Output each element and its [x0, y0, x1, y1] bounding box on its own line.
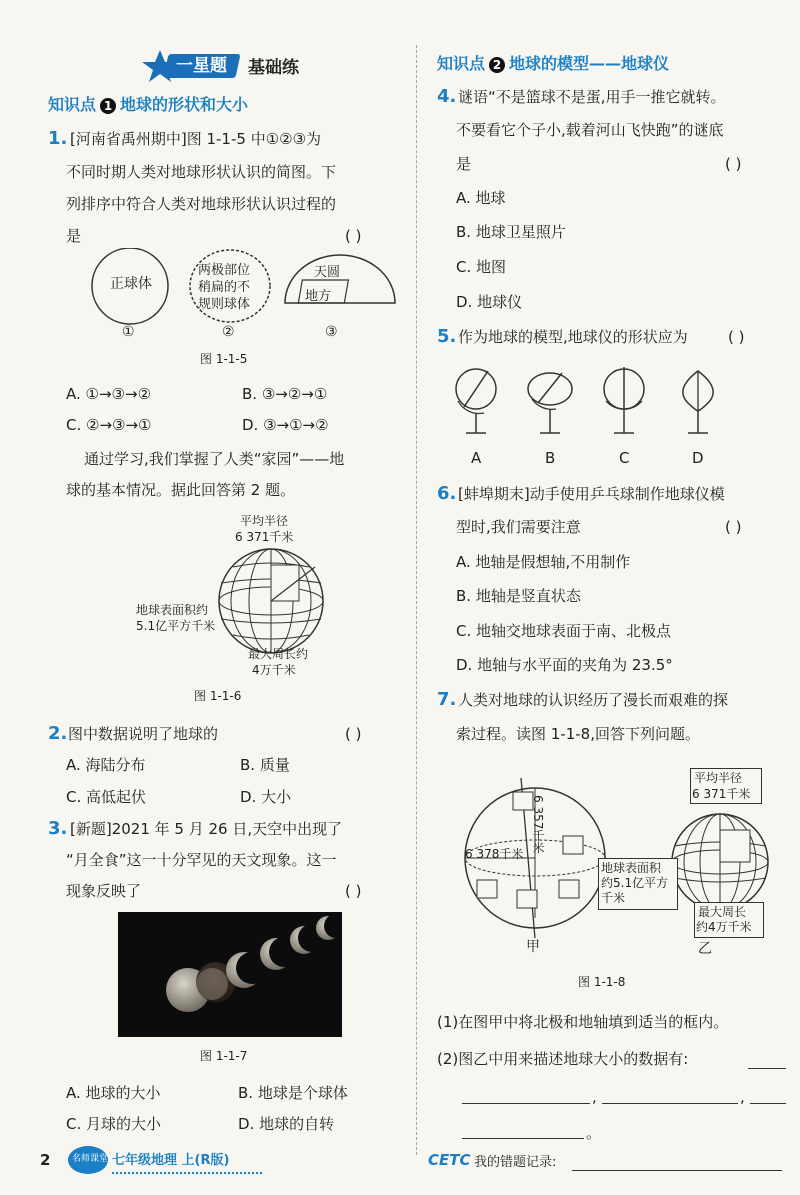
q1-line-1: [河南省禹州期中]图 1-1-5 中①②③为 [70, 130, 322, 148]
fig5-label-oblate-1: 两极部位 [198, 263, 251, 278]
q7-comma-2: , [740, 1088, 745, 1106]
footer-record-blank[interactable] [572, 1170, 782, 1171]
blank-box [513, 792, 533, 810]
fig5-label-oblate-3: 规则球体 [198, 297, 251, 312]
q3-option-a[interactable]: A. 地球的大小 [66, 1084, 161, 1102]
q6-answer-paren: ( ) [725, 518, 742, 536]
column-divider [416, 45, 417, 1155]
footer-record-label: 我的错题记录: [474, 1155, 557, 1170]
q6-line-2: 型时,我们需要注意 [456, 518, 581, 536]
q4-option-c[interactable]: C. 地图 [456, 258, 507, 276]
q4-option-b[interactable]: B. 地球卫星照片 [456, 223, 566, 241]
q3-line-3: 现象反映了 [66, 882, 142, 900]
fig8-polar-radius: 6 357千米 [531, 795, 545, 854]
fig6-perimeter-value: 4万千米 [252, 663, 296, 677]
fig8-radius-label: 平均半径 [694, 771, 743, 785]
q2-number: 2. [48, 723, 68, 744]
intro-q2-line-1: 通过学习,我们掌握了人类“家园”——地 [84, 450, 345, 468]
fig6-area-value: 5.1亿平方千米 [136, 619, 216, 633]
q5-number: 5. [437, 326, 457, 347]
globe-option-a-shape [456, 369, 496, 433]
q7-sub-1: (1)在图甲中将北极和地轴填到适当的框内。 [437, 1013, 729, 1031]
fig8-equatorial-radius: 6 378千米 [465, 847, 524, 861]
footer-dotted-rule [112, 1172, 262, 1174]
fig5-label-sphere: 正球体 [110, 276, 152, 292]
q3-line-1: [新题]2021 年 5 月 26 日,天空中出现了 [70, 820, 343, 838]
footer-badge-text: 名师课堂 [72, 1154, 109, 1164]
q7-sub-2: (2)图乙中用来描述地球大小的数据有: [437, 1050, 689, 1068]
q1-option-d[interactable]: D. ③→①→② [242, 416, 329, 434]
q2-answer-paren: ( ) [345, 725, 362, 743]
globe-option-d-shape [683, 371, 713, 433]
lunar-eclipse-photo [118, 912, 342, 1037]
q7-answer-blank-1[interactable] [748, 1068, 786, 1069]
q2-option-a[interactable]: A. 海陆分布 [66, 756, 146, 774]
star-title: 一星题 [176, 56, 227, 76]
footer-book-title: 七年级地理 上(R版) [112, 1153, 230, 1168]
q6-option-c[interactable]: C. 地轴交地球表面于南、北极点 [456, 622, 672, 640]
blank-box [559, 880, 579, 898]
q7-answer-blank-3[interactable] [602, 1103, 738, 1104]
blank-box [563, 836, 583, 854]
page-number: 2 [40, 1151, 51, 1169]
q6-option-d[interactable]: D. 地轴与水平面的夹角为 23.5° [456, 656, 673, 674]
q6-line-1: [蚌埠期末]动手使用乒乓球制作地球仪模 [458, 485, 725, 503]
blank-box [517, 890, 537, 908]
q7-line-1: 人类对地球的认识经历了漫长而艰难的探 [458, 691, 729, 709]
kp2-number-badge: 2 [489, 57, 505, 73]
kp1-number-badge: 1 [100, 98, 116, 114]
fig6-radius-value: 6 371千米 [235, 530, 294, 544]
q6-option-b[interactable]: B. 地轴是竖直状态 [456, 587, 581, 605]
q2-text: 图中数据说明了地球的 [68, 725, 219, 743]
q5-label-c[interactable]: C [619, 449, 630, 467]
q3-number: 3. [48, 818, 68, 839]
q1-option-b[interactable]: B. ③→②→① [242, 385, 328, 403]
q5-answer-paren: ( ) [728, 328, 745, 346]
section-title: 基础练 [248, 58, 299, 78]
q1-option-c[interactable]: C. ②→③→① [66, 416, 152, 434]
q7-number: 7. [437, 689, 457, 710]
fig8-caption: 图 1-1-8 [578, 975, 626, 989]
fig5-num-3: ③ [325, 324, 338, 340]
kp1-heading: 知识点 1 地球的形状和大小 [48, 95, 249, 114]
fig6-area-label: 地球表面积约 [136, 603, 209, 617]
q7-line-2: 索过程。读图 1-1-8,回答下列问题。 [456, 725, 700, 743]
q2-option-d[interactable]: D. 大小 [240, 788, 292, 806]
fig8-radius-value: 6 371千米 [692, 787, 751, 801]
section-header [140, 48, 340, 84]
intro-q2-line-2: 球的基本情况。据此回答第 2 题。 [66, 481, 296, 499]
q5-label-d[interactable]: D [692, 449, 704, 467]
fig5-caption: 图 1-1-5 [200, 352, 248, 366]
q7-answer-blank-2[interactable] [462, 1103, 590, 1104]
fig8-perimeter-value: 约4万千米 [696, 920, 752, 934]
globe-option-b-shape [528, 373, 572, 433]
q4-line-1: 谜语“不是篮球不是蛋,用手一推它就转。 [458, 88, 726, 106]
fig8-area-label-3: 千米 [601, 891, 626, 905]
fig6-perimeter-label: 最大周长约 [248, 647, 309, 661]
q1-number: 1. [48, 128, 68, 149]
fig8-label-jia: 甲 [526, 939, 540, 955]
dome-shape [285, 255, 395, 303]
kp2-heading: 知识点 2 地球的模型——地球仪 [437, 54, 670, 73]
fig8-label-yi: 乙 [698, 941, 712, 957]
q1-line-4: 是 [66, 227, 82, 245]
fig5-label-difang: 地方 [305, 289, 332, 304]
q3-option-c[interactable]: C. 月球的大小 [66, 1115, 162, 1133]
q1-option-a[interactable]: A. ①→③→② [66, 385, 152, 403]
q7-answer-blank-5[interactable] [462, 1138, 584, 1139]
q5-label-b[interactable]: B [545, 449, 556, 467]
q1-line-2: 不同时期人类对地球形状认识的简图。下 [66, 163, 337, 181]
blank-box [477, 880, 497, 898]
fig7-caption: 图 1-1-7 [200, 1049, 248, 1063]
q2-option-c[interactable]: C. 高低起伏 [66, 788, 147, 806]
q3-answer-paren: ( ) [345, 882, 362, 900]
fig5-label-tianyuan: 天圆 [314, 265, 341, 280]
globe-shape-options [450, 365, 740, 445]
q4-line-3: 是 [456, 155, 472, 173]
fig8-area-label-1: 地球表面积 [601, 861, 662, 875]
fig5-num-1: ① [122, 324, 135, 340]
q4-option-a[interactable]: A. 地球 [456, 189, 506, 207]
q2-option-b[interactable]: B. 质量 [240, 756, 290, 774]
q7-period: 。 [586, 1124, 602, 1142]
fig8-perimeter-label: 最大周长 [698, 905, 747, 919]
q3-option-b[interactable]: B. 地球是个球体 [238, 1084, 348, 1102]
q6-number: 6. [437, 483, 457, 504]
fig8-area-label-2: 约5.1亿平方 [601, 876, 669, 890]
q7-answer-blank-4[interactable] [750, 1103, 786, 1104]
q4-number: 4. [437, 86, 457, 107]
fig6-radius-label: 平均半径 [240, 514, 289, 528]
q5-label-a[interactable]: A [471, 449, 482, 467]
q1-answer-paren: ( ) [345, 227, 362, 245]
q4-line-2: 不要看它个子小,载着河山飞快跑”的谜底 [456, 121, 724, 139]
q7-comma-1: , [592, 1088, 597, 1106]
fig6-caption: 图 1-1-6 [194, 689, 242, 703]
fig5-num-2: ② [222, 324, 235, 340]
footer-logo: CETC [428, 1151, 471, 1169]
q4-answer-paren: ( ) [725, 155, 742, 173]
q3-line-2: “月全食”这一十分罕见的天文现象。这一 [66, 851, 337, 869]
fig5-label-oblate-2: 稍扁的不 [198, 280, 251, 295]
q3-option-d[interactable]: D. 地球的自转 [238, 1115, 335, 1133]
q5-text: 作为地球的模型,地球仪的形状应为 [458, 328, 688, 346]
globe-option-c-shape [604, 367, 644, 433]
q1-line-3: 列排序中符合人类对地球形状认识过程的 [66, 195, 337, 213]
q4-option-d[interactable]: D. 地球仪 [456, 293, 523, 311]
q6-option-a[interactable]: A. 地轴是假想轴,不用制作 [456, 553, 631, 571]
